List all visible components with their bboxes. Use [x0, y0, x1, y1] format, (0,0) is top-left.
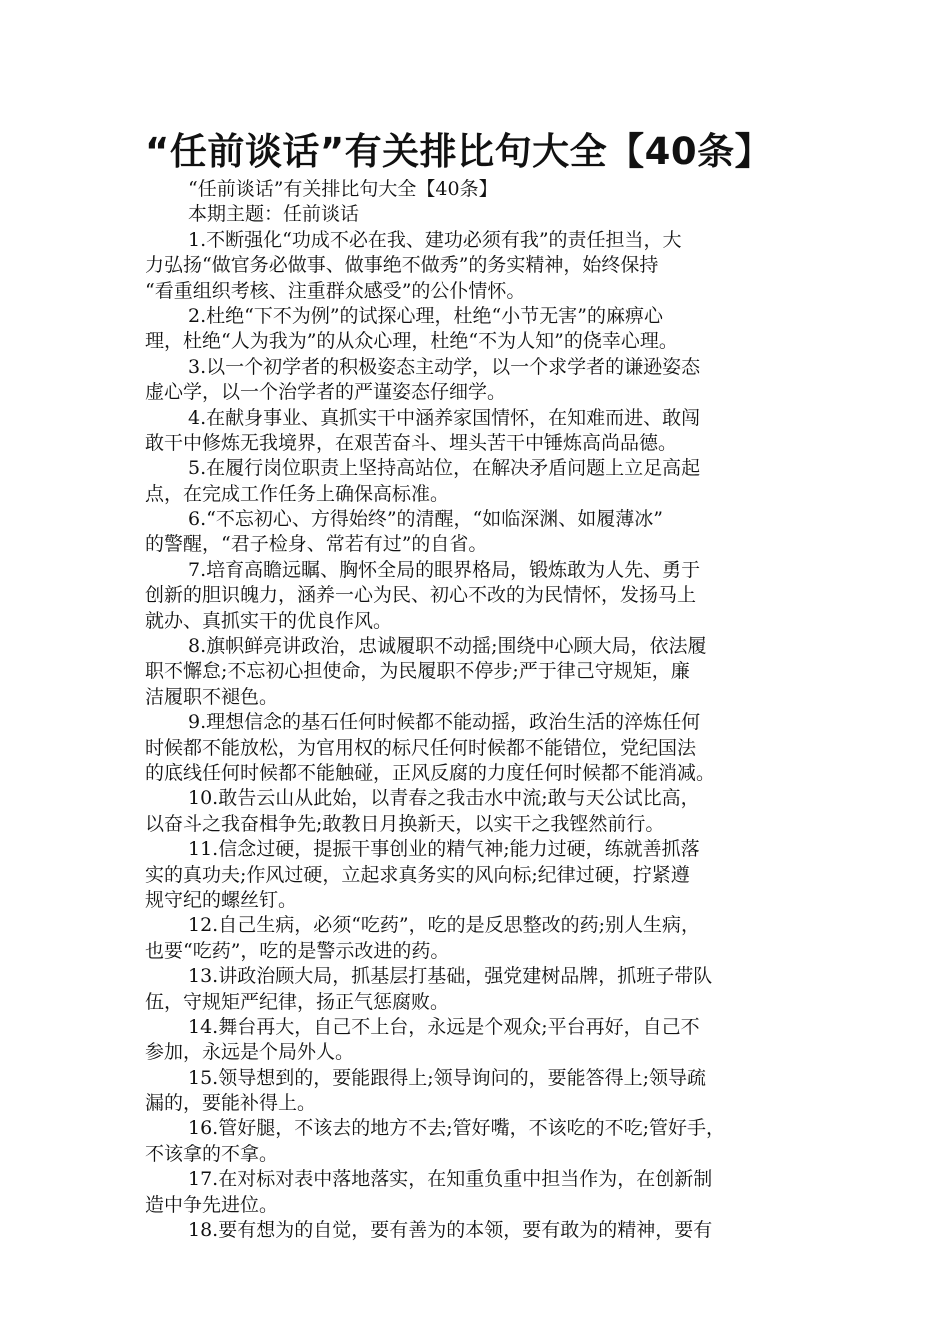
text-line: 以奋斗之我奋楫争先;敢教日月换新天，以实干之我铿然前行。: [145, 812, 665, 835]
text-line: 16.管好腿，不该去的地方不去;管好嘴，不该吃的不吃;管好手，: [188, 1117, 726, 1140]
text-line: 10.敢告云山从此始，以青春之我击水中流;敢与天公试比高，: [188, 787, 700, 810]
text-line: 也要“吃药”，吃的是警示改进的药。: [145, 939, 450, 962]
text-line: 的底线任何时候都不能触碰，正风反腐的力度任何时候都不能消减。: [145, 761, 716, 784]
text-line: 伍，守规矩严纪律，扬正气惩腐败。: [145, 990, 450, 1013]
text-line: 2.杜绝“下不为例”的试探心理，杜绝“小节无害”的麻痹心: [188, 304, 663, 327]
text-line: 8.旗帜鲜亮讲政治，忠诚履职不动摇;围绕中心顾大局，依法履: [188, 635, 707, 658]
text-line: 3.以一个初学者的积极姿态主动学，以一个求学者的谦逊姿态: [188, 355, 701, 378]
text-line: 时候都不能放松，为官用权的标尺任何时候都不能错位，党纪国法: [145, 736, 697, 759]
text-line: 6.“不忘初心、方得始终”的清醒，“如临深渊、如履薄冰”: [188, 508, 663, 531]
text-line: “任前谈话”有关排比句大全【40条】: [188, 178, 498, 200]
text-line: 7.培育高瞻远瞩、胸怀全局的眼界格局，锻炼敢为人先、勇于: [188, 558, 701, 581]
text-line: 5.在履行岗位职责上坚持高站位，在解决矛盾问题上立足高起: [188, 457, 701, 480]
text-line: 12.自己生病，必须“吃药”，吃的是反思整改的药;别人生病，: [188, 914, 701, 937]
text-line: 洁履职不褪色。: [145, 685, 279, 708]
text-line: 14.舞台再大，自己不上台，永远是个观众;平台再好，自己不: [188, 1015, 700, 1038]
text-line: 力弘扬“做官务必做事、做事绝不做秀”的务实精神，始终保持: [145, 254, 659, 277]
text-line: 规守纪的螺丝钉。: [145, 888, 298, 911]
text-line: 就办、真抓实干的优良作风。: [145, 609, 393, 632]
document-body: [145, 177, 805, 1243]
text-line: 11.信念过硬，提振干事创业的精气神;能力过硬，练就善抓落: [188, 838, 700, 861]
text-line: 漏的，要能补得上。: [145, 1092, 317, 1115]
text-line: 敢干中修炼无我境界，在艰苦奋斗、埋头苦干中锤炼高尚品德。: [145, 431, 678, 454]
text-line: 13.讲政治顾大局，抓基层打基础，强党建树品牌，抓班子带队: [188, 965, 713, 988]
text-line: 17.在对标对表中落地落实，在知重负重中担当作为，在创新制: [188, 1168, 713, 1191]
text-line: 1.不断强化“功成不必在我、建功必须有我”的责任担当，大: [188, 228, 682, 251]
text-line: 本期主题：任前谈话: [188, 203, 360, 226]
text-line: 的警醒，“君子检身、常若有过”的自省。: [145, 533, 488, 556]
text-line: 9.理想信念的基石任何时候都不能动摇，政治生活的淬炼任何: [188, 711, 701, 734]
text-line: 不该拿的不拿。: [145, 1142, 279, 1165]
document-title: “任前谈话”有关排比句大全【40条】: [145, 130, 773, 173]
text-line: 实的真功夫;作风过硬，立起求真务实的风向标;纪律过硬，拧紧遵: [145, 863, 690, 886]
text-line: 18.要有想为的自觉，要有善为的本领，要有敢为的精神，要有: [188, 1219, 713, 1242]
text-line: “看重组织考核、注重群众感受”的公仆情怀。: [145, 279, 526, 302]
text-line: 理，杜绝“人为我为”的从众心理，杜绝“不为人知”的侥幸心理。: [145, 330, 678, 353]
text-line: 参加，永远是个局外人。: [145, 1041, 355, 1064]
text-line: 点，在完成工作任务上确保高标准。: [145, 482, 450, 505]
text-line: 15.领导想到的，要能跟得上;领导询问的，要能答得上;领导疏: [188, 1066, 707, 1089]
text-line: 虚心学，以一个治学者的严谨姿态仔细学。: [145, 381, 507, 404]
text-line: 造中争先进位。: [145, 1193, 279, 1216]
text-line: 创新的胆识魄力，涵养一心为民、初心不改的为民情怀，发扬马上: [145, 584, 697, 607]
text-line: 4.在献身事业、真抓实干中涵养家国情怀，在知难而进、敢闯: [188, 406, 701, 429]
text-line: 职不懈怠;不忘初心担使命，为民履职不停步;严于律己守规矩，廉: [145, 660, 690, 683]
